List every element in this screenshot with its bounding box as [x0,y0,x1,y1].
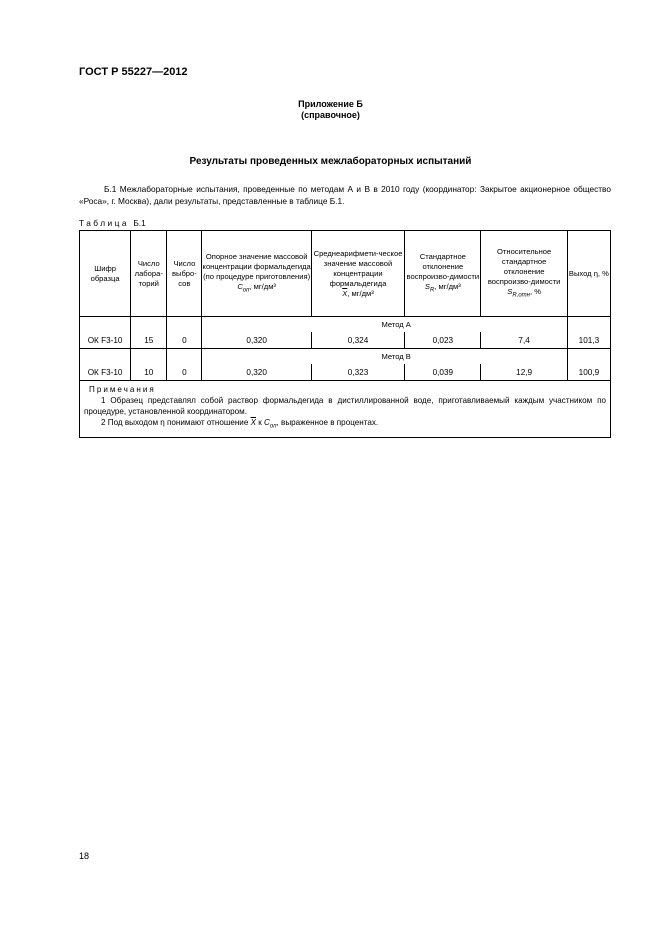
cell-mean: 0,323 [311,364,404,381]
header-ref-text: Опорное значение массовой концентрации формальдегида [202,251,311,271]
notes-row [80,381,611,438]
method-a-row [80,317,611,333]
method-a-label: Метод А [311,317,481,333]
header-reference-value [202,231,311,317]
table-notes [80,381,611,438]
appendix-label: Приложение Б [298,99,363,109]
header-std-text: Стандартное отклонение воспроизво-димости [406,251,480,281]
header-relative-deviation [481,231,567,317]
results-table [79,230,611,438]
header-mean-text: Среднеарифмети-ческое значение массовой концентрации формальдегида [313,248,403,288]
cell-reference: 0,320 [202,364,311,381]
section-title: Результаты проведенных межлабораторных испытаний [189,156,472,167]
header-labs: Число лабора-торий [131,231,167,317]
header-rel-text: Относительное стандартное отклонение воспроизво-димости [487,246,561,286]
header-ref-symbol: $C_{оп}$, мг/дм³ [237,281,276,294]
cell-std: 0,039 [405,364,481,381]
header-yield: Выход η, % [567,231,610,317]
cell-labs: 10 [131,364,167,381]
header-std-symbol: $S_R$, мг/дм³ [424,281,461,294]
appendix-type: (справочное) [301,110,360,120]
header-outliers: Число выбро-сов [167,231,202,317]
header-std-deviation [405,231,481,317]
cell-mean: 0,324 [311,332,404,349]
appendix-heading [0,99,661,121]
notes-title: Примечания [89,385,156,394]
cell-relative: 12,9 [481,364,567,381]
header-sample: Шифр образца [80,231,131,317]
cell-labs: 15 [131,332,167,349]
cell-relative: 7,4 [481,332,567,349]
table-row [80,332,611,349]
header-mean-value [311,231,404,317]
cell-sample: ОК F3-10 [80,364,131,381]
table-caption-word: Таблица [79,218,130,228]
table-header-row [80,231,611,317]
intro-paragraph: Б.1 Межлабораторные испытания, проведенные по методам А и В в 2010 году (координатор: Закрытое акционерное общество «Роса», г. Москва), дали результаты, представленные в таблице Б.1. [79,184,611,206]
header-ref-procedure: (по процедуре приготовления) [203,271,311,281]
note-2: 2 Под выходом η понимают отношение $\overline{X}$ к $C_{оп}$, выраженное в процентах. [101,418,379,430]
cell-sample: ОК F3-10 [80,332,131,349]
cell-yield: 101,3 [567,332,610,349]
method-b-label: Метод В [381,352,411,361]
cell-yield: 100,9 [567,364,610,381]
header-rel-symbol: $S_{R,отн}$, % [507,286,541,299]
cell-reference: 0,320 [202,332,311,349]
method-b-row [80,349,611,365]
table-row [80,364,611,381]
note-1: 1 Образец представлял собой раствор формальдегида в дистиллированной воде, приготавливаемый каждым участником по процедуре, установленной координатором. [84,396,606,416]
document-code: ГОСТ Р 55227—2012 [79,66,188,78]
table-caption-number: Б.1 [133,218,146,228]
table-caption [79,218,146,228]
cell-std: 0,023 [405,332,481,349]
page-number: 18 [79,851,90,861]
header-mean-symbol: $\overline{X}$, мг/дм³ [342,288,374,298]
cell-outliers: 0 [167,332,202,349]
cell-outliers: 0 [167,364,202,381]
